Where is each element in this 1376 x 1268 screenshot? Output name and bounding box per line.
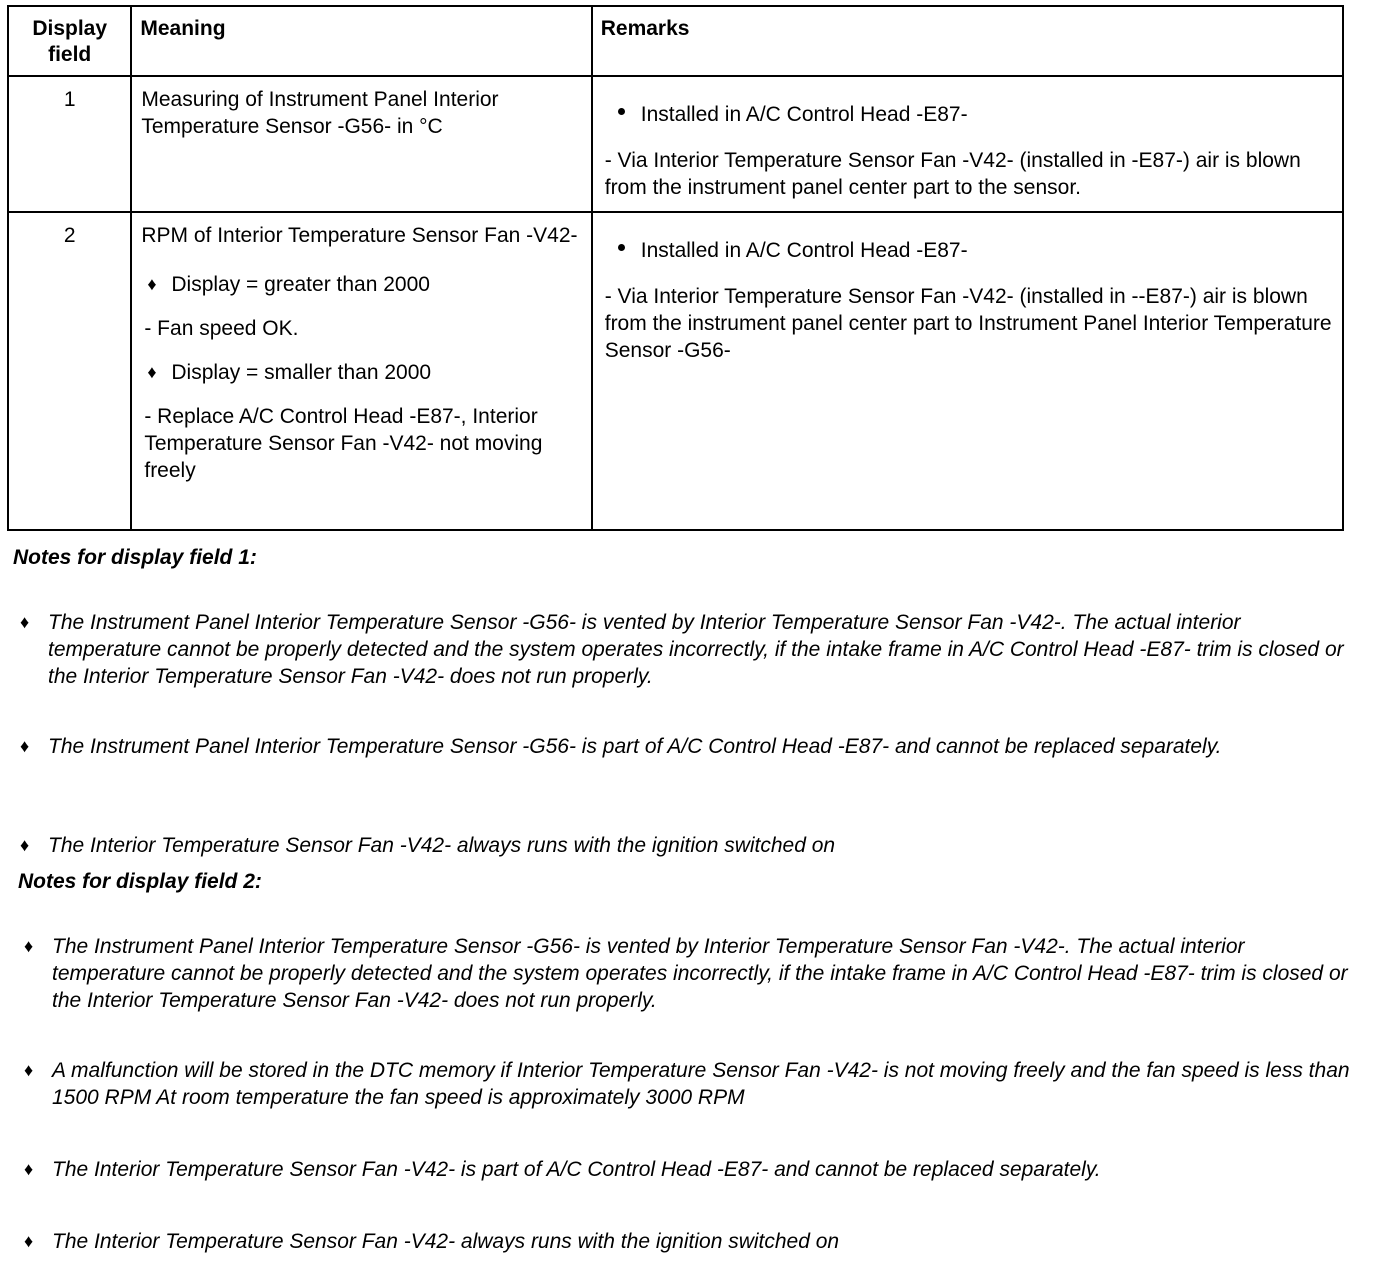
note-item (20, 733, 1350, 760)
header-remarks (592, 6, 1343, 76)
meaning-title: RPM of Interior Temperature Sensor Fan -V42- (141, 224, 578, 247)
header-meaning-label: Meaning (140, 17, 226, 40)
note-item (24, 1057, 1354, 1111)
table-row (8, 212, 1343, 530)
header-display-field-label: Display field (32, 17, 108, 66)
note-text: The Instrument Panel Interior Temperature Sensor -G56- is vented by Interior Temperature Sensor Fan -V42-. The actual interior temperature cannot be properly detected and the system operates incorrectly, if the intake frame in A/C Control Head -E87- trim is closed or the Interior Temperature Sensor Fan -V42- does not run properly. (48, 611, 1344, 688)
meaning-text: Measuring of Instrument Panel Interior Temperature Sensor -G56- in °C (141, 88, 499, 138)
bullet-icon (618, 108, 625, 115)
remarks-text: - Via Interior Temperature Sensor Fan -V42- (installed in -E87-) air is blown from the instrument panel center part to the sensor. (604, 149, 1301, 199)
diamond-bullet-icon: ♦ (24, 1060, 34, 1080)
bullet-icon (618, 244, 625, 251)
header-display-field (8, 6, 131, 76)
meaning-plain-item: - Replace A/C Control Head -E87-, Interior Temperature Sensor Fan -V42- not moving freely (144, 405, 543, 482)
meaning-item-text: Display = smaller than 2000 (171, 361, 432, 384)
diamond-bullet-icon: ♦ (24, 936, 34, 956)
notes-field-2-title: Notes for display field 2: (18, 870, 262, 893)
note-item (20, 832, 1350, 859)
note-text: The Interior Temperature Sensor Fan -V42- always runs with the ignition switched on (52, 1230, 840, 1253)
notes-field-1-title: Notes for display field 1: (13, 546, 257, 569)
remarks-bullet-item (605, 237, 1332, 264)
note-item (24, 933, 1354, 1014)
meaning-cell (131, 76, 591, 212)
remarks-bullet-text: Installed in A/C Control Head -E87- (640, 103, 968, 126)
note-text: The Instrument Panel Interior Temperature Sensor -G56- is part of A/C Control Head -E87- and cannot be replaced separately. (48, 735, 1222, 758)
note-item (24, 1156, 1354, 1183)
table-header-row (8, 6, 1343, 76)
diamond-bullet-icon: ♦ (147, 274, 157, 294)
remarks-bullet-item (605, 101, 1332, 128)
note-text: A malfunction will be stored in the DTC memory if Interior Temperature Sensor Fan -V42- is not moving freely and the fan speed is less than 1500 RPM At room temperature the fan speed is approximately 3000 RPM (52, 1059, 1350, 1109)
note-text: The Instrument Panel Interior Temperature Sensor -G56- is vented by Interior Temperature Sensor Fan -V42-. The actual interior temperature cannot be properly detected and the system operates incorrectly, if the intake frame in A/C Control Head -E87- trim is closed or the Interior Temperature Sensor Fan -V42- does not run properly. (52, 935, 1348, 1012)
note-text: The Interior Temperature Sensor Fan -V42- is part of A/C Control Head -E87- and cannot be replaced separately. (52, 1158, 1101, 1181)
header-remarks-label: Remarks (600, 17, 690, 40)
field-number: 2 (63, 224, 76, 247)
meaning-diamond-item (141, 271, 582, 298)
note-item (24, 1228, 1354, 1255)
diamond-bullet-icon: ♦ (20, 736, 30, 756)
field-number-cell (8, 212, 131, 530)
diamond-bullet-icon: ♦ (20, 835, 30, 855)
table-row (8, 76, 1343, 212)
meaning-diamond-item (141, 359, 582, 386)
note-item (20, 609, 1350, 690)
meaning-cell (131, 212, 591, 530)
remarks-cell (592, 212, 1343, 530)
remarks-text: - Via Interior Temperature Sensor Fan -V42- (installed in --E87-) air is blown from the instrument panel center part to Instrument Panel Interior Temperature Sensor -G56- (604, 285, 1332, 362)
diamond-bullet-icon: ♦ (20, 612, 30, 632)
header-meaning (131, 6, 591, 76)
field-number: 1 (63, 88, 76, 111)
remarks-cell (592, 76, 1343, 212)
diamond-bullet-icon: ♦ (24, 1159, 34, 1179)
remarks-bullet-text: Installed in A/C Control Head -E87- (640, 239, 968, 262)
note-text: The Interior Temperature Sensor Fan -V42- always runs with the ignition switched on (48, 834, 836, 857)
meaning-plain-item: - Fan speed OK. (144, 317, 299, 340)
display-field-table (7, 5, 1344, 531)
diamond-bullet-icon: ♦ (147, 362, 157, 382)
diamond-bullet-icon: ♦ (24, 1231, 34, 1251)
field-number-cell (8, 76, 131, 212)
meaning-item-text: Display = greater than 2000 (171, 273, 430, 296)
